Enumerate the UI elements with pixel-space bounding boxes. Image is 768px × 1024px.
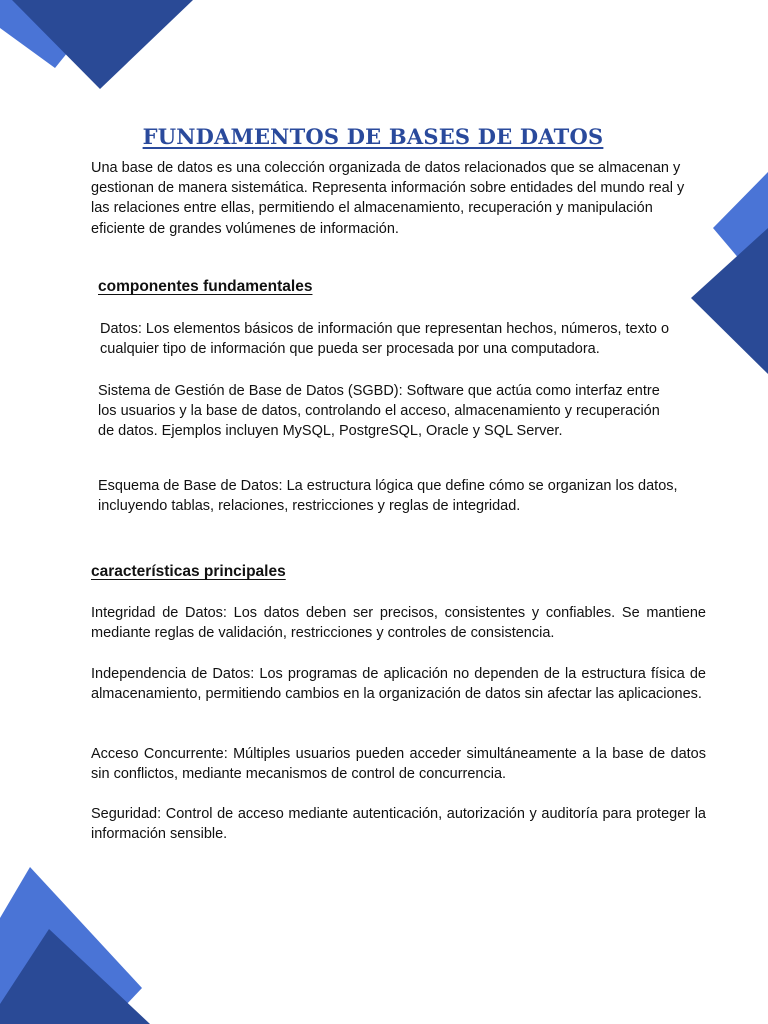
characteristic-item-integridad: Integridad de Datos: Los datos deben ser precisos, consistentes y confiables. Se mantiene mediante reglas de validación, restricciones y controles de consistencia. — [91, 605, 706, 642]
characteristic-item-independencia: Independencia de Datos: Los programas de aplicación no dependen de la estructura física de almacenamiento, permitiendo cambios en la organización de datos sin afectar las aplicaciones. — [91, 666, 706, 703]
components-heading: componentes fundamentales — [98, 278, 313, 295]
characteristic-item-acceso: Acceso Concurrente: Múltiples usuarios pueden acceder simultáneamente a la base de datos sin conflictos, mediante mecanismos de control de concurrencia. — [91, 746, 706, 783]
right-dark-diamond — [691, 228, 768, 374]
component-item-sgbd: Sistema de Gestión de Base de Datos (SGBD): Software que actúa como interfaz entre los usuarios y la base de datos, controlando el acceso, almacenamiento y recuperación de datos. Ejemplos incluyen MySQL, PostgreSQL, Oracle y SQL Server. — [98, 383, 660, 440]
characteristics-heading: características principales — [91, 563, 286, 580]
page-title: FUNDAMENTOS DE BASES DE DATOS — [142, 124, 604, 150]
intro-paragraph: Una base de datos es una colección organizada de datos relacionados que se almacenan y gestionan de manera sistemática. Representa información sobre entidades del mundo real y las relaciones entre ellas, permitiendo el almacenamiento, recuperación y manipulación eficiente de grandes volúmenes de información. — [91, 160, 685, 237]
component-item-esquema: Esquema de Base de Datos: La estructura lógica que define cómo se organizan los datos, incluyendo tablas, relaciones, restricciones y reglas de integridad. — [98, 478, 678, 515]
component-item-datos: Datos: Los elementos básicos de información que representan hechos, números, texto o cualquier tipo de información que pueda ser procesada por una computadora. — [100, 321, 670, 358]
characteristic-item-seguridad: Seguridad: Control de acceso mediante autenticación, autorización y auditoría para proteger la información sensible. — [91, 806, 706, 843]
